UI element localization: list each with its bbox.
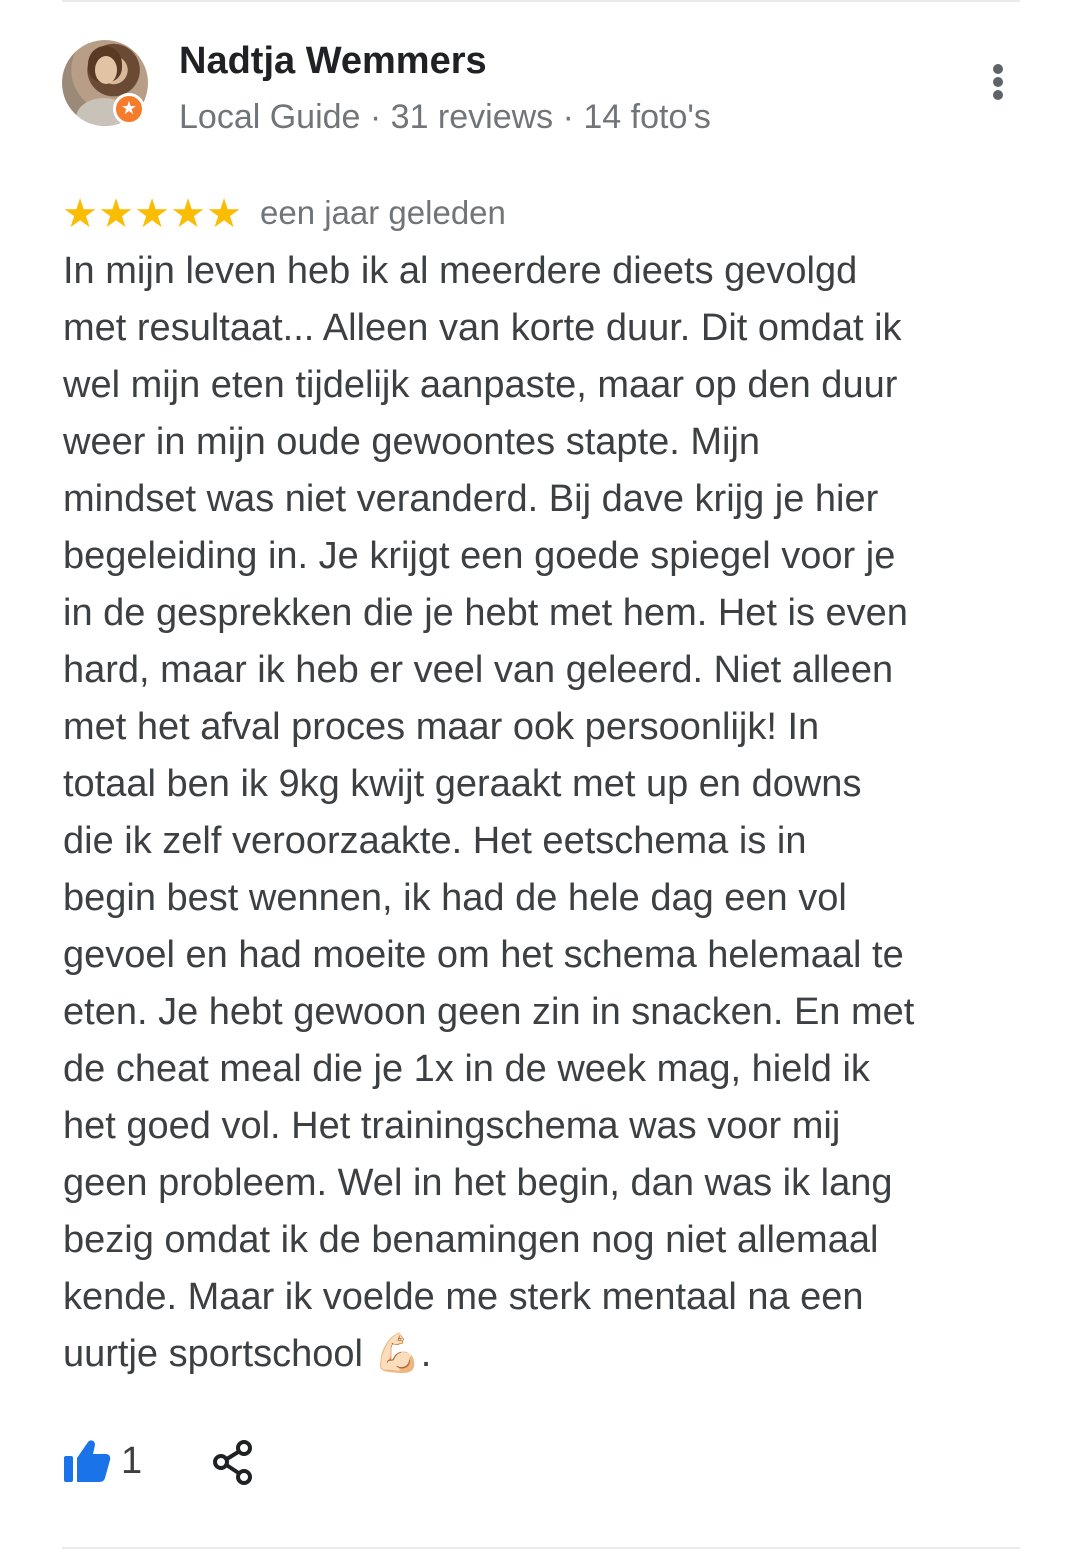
review-text-line: uurtje sportschool 💪🏻. — [63, 1333, 432, 1375]
more-vert-icon[interactable] — [980, 60, 1016, 104]
star-icon: ★ — [62, 191, 98, 237]
review-text-line: eten. Je hebt gewoon geen zin in snacken. En met — [63, 991, 915, 1033]
review-text — [63, 243, 963, 1383]
local-guide-star-icon: ★ — [113, 93, 145, 125]
like-count: 1 — [121, 1440, 143, 1482]
star-rating — [62, 192, 242, 236]
star-icon: ★ — [134, 191, 170, 237]
avatar-face — [95, 56, 117, 84]
review-text-line: met resultaat... Alleen van korte duur. Dit omdat ik — [63, 307, 902, 349]
review-text-line: In mijn leven heb ik al meerdere dieets gevolgd — [63, 250, 858, 292]
star-icon: ★ — [170, 191, 206, 237]
review-text-line: met het afval proces maar ook persoonlijk! In — [63, 706, 820, 748]
review-text-line: gevoel en had moeite om het schema helemaal te — [63, 934, 904, 976]
share-icon[interactable] — [210, 1440, 256, 1486]
star-icon: ★ — [206, 191, 242, 237]
review-date: een jaar geleden — [260, 194, 506, 231]
reviewer-meta: Local Guide · 31 reviews · 14 foto's — [179, 98, 711, 136]
star-icon: ★ — [98, 191, 134, 237]
bottom-divider — [62, 1547, 1020, 1549]
review-text-line: weer in mijn oude gewoontes stapte. Mijn — [63, 421, 761, 463]
reviewer-name[interactable]: Nadtja Wemmers — [179, 40, 487, 82]
review-text-line: bezig omdat ik de benamingen nog niet allemaal — [63, 1219, 879, 1261]
thumbs-up-icon[interactable] — [62, 1438, 112, 1484]
review-text-line: geen probleem. Wel in het begin, dan was ik lang — [63, 1162, 893, 1204]
review-text-line: wel mijn eten tijdelijk aanpaste, maar op den duur — [63, 364, 898, 406]
top-divider — [62, 0, 1020, 2]
review-text-line: die ik zelf veroorzaakte. Het eetschema is in — [63, 820, 807, 862]
review-text-line: het goed vol. Het trainingschema was voor mij — [63, 1105, 841, 1147]
review-text-line: de cheat meal die je 1x in de week mag, hield ik — [63, 1048, 870, 1090]
review-text-line: mindset was niet veranderd. Bij dave krijg je hier — [63, 478, 879, 520]
review-text-line: totaal ben ik 9kg kwijt geraakt met up en downs — [63, 763, 862, 805]
review-text-line: begin best wennen, ik had de hele dag een vol — [63, 877, 847, 919]
review-text-line: in de gesprekken die je hebt met hem. Het is even — [63, 592, 908, 634]
review-text-line: kende. Maar ik voelde me sterk mentaal na een — [63, 1276, 864, 1318]
review-text-line: hard, maar ik heb er veel van geleerd. Niet alleen — [63, 649, 894, 691]
review-text-line: begeleiding in. Je krijgt een goede spiegel voor je — [63, 535, 896, 577]
